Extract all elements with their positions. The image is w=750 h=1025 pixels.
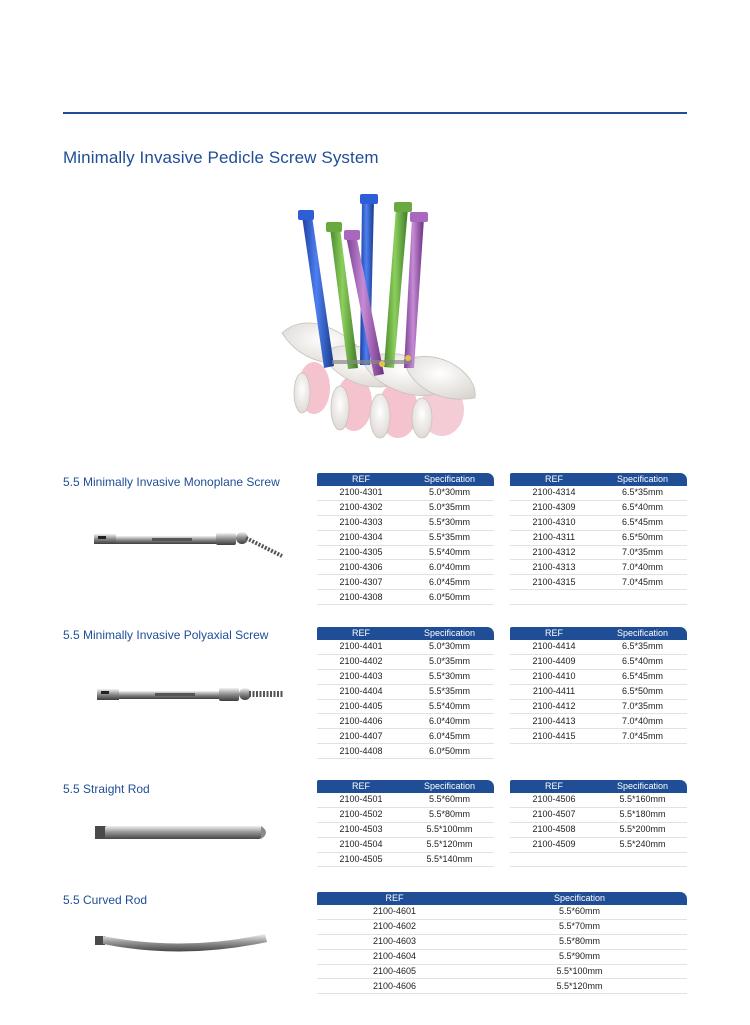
ref-cell bbox=[510, 590, 598, 605]
polyaxial-table-left bbox=[317, 627, 494, 759]
spec-header: Specification bbox=[405, 627, 494, 640]
table-row bbox=[510, 729, 687, 744]
section-title-polyaxial-screw: 5.5 Minimally Invasive Polyaxial Screw bbox=[63, 628, 269, 642]
ref-cell: 2100-4404 bbox=[317, 684, 405, 699]
table-row bbox=[510, 530, 687, 545]
table-row bbox=[317, 934, 687, 949]
spec-cell: 7.0*40mm bbox=[598, 560, 687, 575]
spec-cell: 6.5*35mm bbox=[598, 640, 687, 654]
spec-cell: 5.5*160mm bbox=[598, 793, 687, 807]
table-row bbox=[317, 640, 494, 654]
page-title: Minimally Invasive Pedicle Screw System bbox=[63, 148, 379, 167]
ref-cell: 2100-4604 bbox=[317, 949, 472, 964]
ref-cell: 2100-4509 bbox=[510, 837, 598, 852]
table-row bbox=[510, 684, 687, 699]
spec-cell: 5.5*100mm bbox=[405, 822, 494, 837]
spec-cell: 7.0*45mm bbox=[598, 729, 687, 744]
hero-spine-illustration bbox=[262, 188, 494, 450]
table-row bbox=[510, 699, 687, 714]
table-row bbox=[317, 807, 494, 822]
spec-cell: 6.0*45mm bbox=[405, 575, 494, 590]
table-row bbox=[317, 714, 494, 729]
ref-cell: 2100-4601 bbox=[317, 905, 472, 919]
ref-cell: 2100-4309 bbox=[510, 500, 598, 515]
table-row bbox=[317, 837, 494, 852]
spec-cell: 5.5*60mm bbox=[405, 793, 494, 807]
spec-cell: 6.0*40mm bbox=[405, 560, 494, 575]
ref-cell: 2100-4603 bbox=[317, 934, 472, 949]
spec-cell: 6.0*50mm bbox=[405, 744, 494, 759]
ref-cell: 2100-4503 bbox=[317, 822, 405, 837]
spec-cell: 7.0*45mm bbox=[598, 575, 687, 590]
ref-cell: 2100-4415 bbox=[510, 729, 598, 744]
ref-cell: 2100-4301 bbox=[317, 486, 405, 500]
ref-cell: 2100-4308 bbox=[317, 590, 405, 605]
ref-cell: 2100-4401 bbox=[317, 640, 405, 654]
table-row bbox=[317, 793, 494, 807]
ref-cell: 2100-4508 bbox=[510, 822, 598, 837]
ref-cell: 2100-4414 bbox=[510, 640, 598, 654]
table-row bbox=[510, 793, 687, 807]
ref-cell: 2100-4505 bbox=[317, 852, 405, 867]
spec-cell: 5.5*90mm bbox=[472, 949, 687, 964]
ref-header: REF bbox=[317, 473, 405, 486]
ref-cell: 2100-4311 bbox=[510, 530, 598, 545]
spec-cell: 5.5*180mm bbox=[598, 807, 687, 822]
table-row bbox=[510, 654, 687, 669]
curved-rod-table bbox=[317, 892, 687, 994]
straight-rod-table-left bbox=[317, 780, 494, 867]
table-row bbox=[510, 852, 687, 867]
ref-cell: 2100-4306 bbox=[317, 560, 405, 575]
spec-cell: 7.0*35mm bbox=[598, 699, 687, 714]
ref-cell: 2100-4402 bbox=[317, 654, 405, 669]
spec-cell: 5.5*100mm bbox=[472, 964, 687, 979]
spec-cell bbox=[598, 590, 687, 605]
spec-cell: 7.0*40mm bbox=[598, 714, 687, 729]
table-row bbox=[317, 964, 687, 979]
spec-cell: 5.5*80mm bbox=[405, 807, 494, 822]
table-row bbox=[510, 714, 687, 729]
ref-cell: 2100-4502 bbox=[317, 807, 405, 822]
table-row bbox=[317, 822, 494, 837]
spec-cell: 7.0*35mm bbox=[598, 545, 687, 560]
straight-rod-table-right bbox=[510, 780, 687, 867]
spec-cell: 5.5*140mm bbox=[405, 852, 494, 867]
ref-header: REF bbox=[317, 780, 405, 793]
ref-cell: 2100-4507 bbox=[510, 807, 598, 822]
ref-cell: 2100-4307 bbox=[317, 575, 405, 590]
table-row bbox=[510, 590, 687, 605]
section-title-curved-rod: 5.5 Curved Rod bbox=[63, 893, 148, 907]
ref-cell: 2100-4506 bbox=[510, 793, 598, 807]
table-row bbox=[317, 852, 494, 867]
ref-cell: 2100-4413 bbox=[510, 714, 598, 729]
table-row bbox=[317, 729, 494, 744]
ref-cell: 2100-4411 bbox=[510, 684, 598, 699]
ref-cell: 2100-4410 bbox=[510, 669, 598, 684]
ref-cell: 2100-4305 bbox=[317, 545, 405, 560]
spec-cell: 5.5*80mm bbox=[472, 934, 687, 949]
spec-cell: 6.5*35mm bbox=[598, 486, 687, 500]
spec-cell: 5.5*200mm bbox=[598, 822, 687, 837]
table-row bbox=[510, 669, 687, 684]
ref-cell: 2100-4312 bbox=[510, 545, 598, 560]
table-row bbox=[317, 486, 494, 500]
table-row bbox=[317, 575, 494, 590]
table-row bbox=[510, 837, 687, 852]
section-title-straight-rod: 5.5 Straight Rod bbox=[63, 782, 150, 796]
table-row bbox=[317, 684, 494, 699]
spec-cell: 5.5*40mm bbox=[405, 545, 494, 560]
table-row bbox=[317, 545, 494, 560]
ref-cell: 2100-4304 bbox=[317, 530, 405, 545]
ref-cell: 2100-4406 bbox=[317, 714, 405, 729]
ref-header: REF bbox=[510, 780, 598, 793]
spec-cell: 5.0*35mm bbox=[405, 500, 494, 515]
ref-header: REF bbox=[510, 473, 598, 486]
monoplane-screw-image bbox=[92, 520, 284, 562]
ref-cell: 2100-4315 bbox=[510, 575, 598, 590]
table-row bbox=[317, 669, 494, 684]
table-row bbox=[317, 654, 494, 669]
spec-cell: 5.0*30mm bbox=[405, 486, 494, 500]
spec-cell: 5.5*120mm bbox=[472, 979, 687, 994]
ref-cell: 2100-4412 bbox=[510, 699, 598, 714]
table-row bbox=[317, 744, 494, 759]
spec-cell: 5.5*240mm bbox=[598, 837, 687, 852]
spec-cell: 5.5*40mm bbox=[405, 699, 494, 714]
spec-cell: 5.5*30mm bbox=[405, 515, 494, 530]
spec-cell: 5.5*60mm bbox=[472, 905, 687, 919]
polyaxial-table-right bbox=[510, 627, 687, 744]
ref-cell bbox=[510, 852, 598, 867]
section-title-monoplane-screw: 5.5 Minimally Invasive Monoplane Screw bbox=[63, 475, 280, 489]
ref-cell: 2100-4313 bbox=[510, 560, 598, 575]
spec-header: Specification bbox=[598, 780, 687, 793]
table-row bbox=[510, 500, 687, 515]
spec-cell: 5.5*70mm bbox=[472, 919, 687, 934]
table-row bbox=[317, 560, 494, 575]
ref-header: REF bbox=[317, 892, 472, 905]
ref-cell: 2100-4606 bbox=[317, 979, 472, 994]
spec-cell: 6.5*40mm bbox=[598, 500, 687, 515]
spec-cell: 6.5*40mm bbox=[598, 654, 687, 669]
spec-cell: 5.5*120mm bbox=[405, 837, 494, 852]
spec-cell: 5.5*35mm bbox=[405, 684, 494, 699]
polyaxial-screw-image bbox=[95, 682, 285, 708]
ref-cell: 2100-4310 bbox=[510, 515, 598, 530]
monoplane-table-right bbox=[510, 473, 687, 605]
ref-cell: 2100-4403 bbox=[317, 669, 405, 684]
table-row bbox=[510, 807, 687, 822]
spec-cell: 6.5*50mm bbox=[598, 684, 687, 699]
top-rule bbox=[63, 112, 687, 114]
ref-cell: 2100-4409 bbox=[510, 654, 598, 669]
table-row bbox=[510, 640, 687, 654]
spec-cell: 6.5*45mm bbox=[598, 515, 687, 530]
table-row bbox=[510, 575, 687, 590]
monoplane-table-left bbox=[317, 473, 494, 605]
ref-cell: 2100-4605 bbox=[317, 964, 472, 979]
ref-cell: 2100-4602 bbox=[317, 919, 472, 934]
table-row bbox=[317, 515, 494, 530]
spec-cell: 5.0*30mm bbox=[405, 640, 494, 654]
table-row bbox=[510, 545, 687, 560]
ref-cell: 2100-4314 bbox=[510, 486, 598, 500]
table-row bbox=[317, 949, 687, 964]
spec-header: Specification bbox=[598, 627, 687, 640]
table-row bbox=[317, 979, 687, 994]
spec-cell: 6.0*50mm bbox=[405, 590, 494, 605]
spec-header: Specification bbox=[598, 473, 687, 486]
spec-cell: 5.0*35mm bbox=[405, 654, 494, 669]
table-row bbox=[510, 486, 687, 500]
table-row bbox=[510, 560, 687, 575]
table-row bbox=[317, 699, 494, 714]
spec-cell: 5.5*30mm bbox=[405, 669, 494, 684]
spec-cell: 6.0*40mm bbox=[405, 714, 494, 729]
spec-header: Specification bbox=[405, 780, 494, 793]
ref-cell: 2100-4303 bbox=[317, 515, 405, 530]
straight-rod-image bbox=[93, 822, 271, 844]
spec-cell: 6.0*45mm bbox=[405, 729, 494, 744]
curved-rod-image bbox=[93, 928, 273, 958]
spec-cell bbox=[598, 852, 687, 867]
table-row bbox=[317, 919, 687, 934]
spec-cell: 5.5*35mm bbox=[405, 530, 494, 545]
ref-cell: 2100-4408 bbox=[317, 744, 405, 759]
ref-cell: 2100-4302 bbox=[317, 500, 405, 515]
table-row bbox=[317, 530, 494, 545]
ref-cell: 2100-4405 bbox=[317, 699, 405, 714]
ref-header: REF bbox=[317, 627, 405, 640]
spec-cell: 6.5*50mm bbox=[598, 530, 687, 545]
table-row bbox=[317, 590, 494, 605]
ref-cell: 2100-4504 bbox=[317, 837, 405, 852]
table-row bbox=[317, 500, 494, 515]
table-row bbox=[317, 905, 687, 919]
table-row bbox=[510, 822, 687, 837]
table-row bbox=[510, 515, 687, 530]
ref-header: REF bbox=[510, 627, 598, 640]
spec-cell: 6.5*45mm bbox=[598, 669, 687, 684]
ref-cell: 2100-4501 bbox=[317, 793, 405, 807]
spec-header: Specification bbox=[405, 473, 494, 486]
ref-cell: 2100-4407 bbox=[317, 729, 405, 744]
spec-header: Specification bbox=[472, 892, 687, 905]
